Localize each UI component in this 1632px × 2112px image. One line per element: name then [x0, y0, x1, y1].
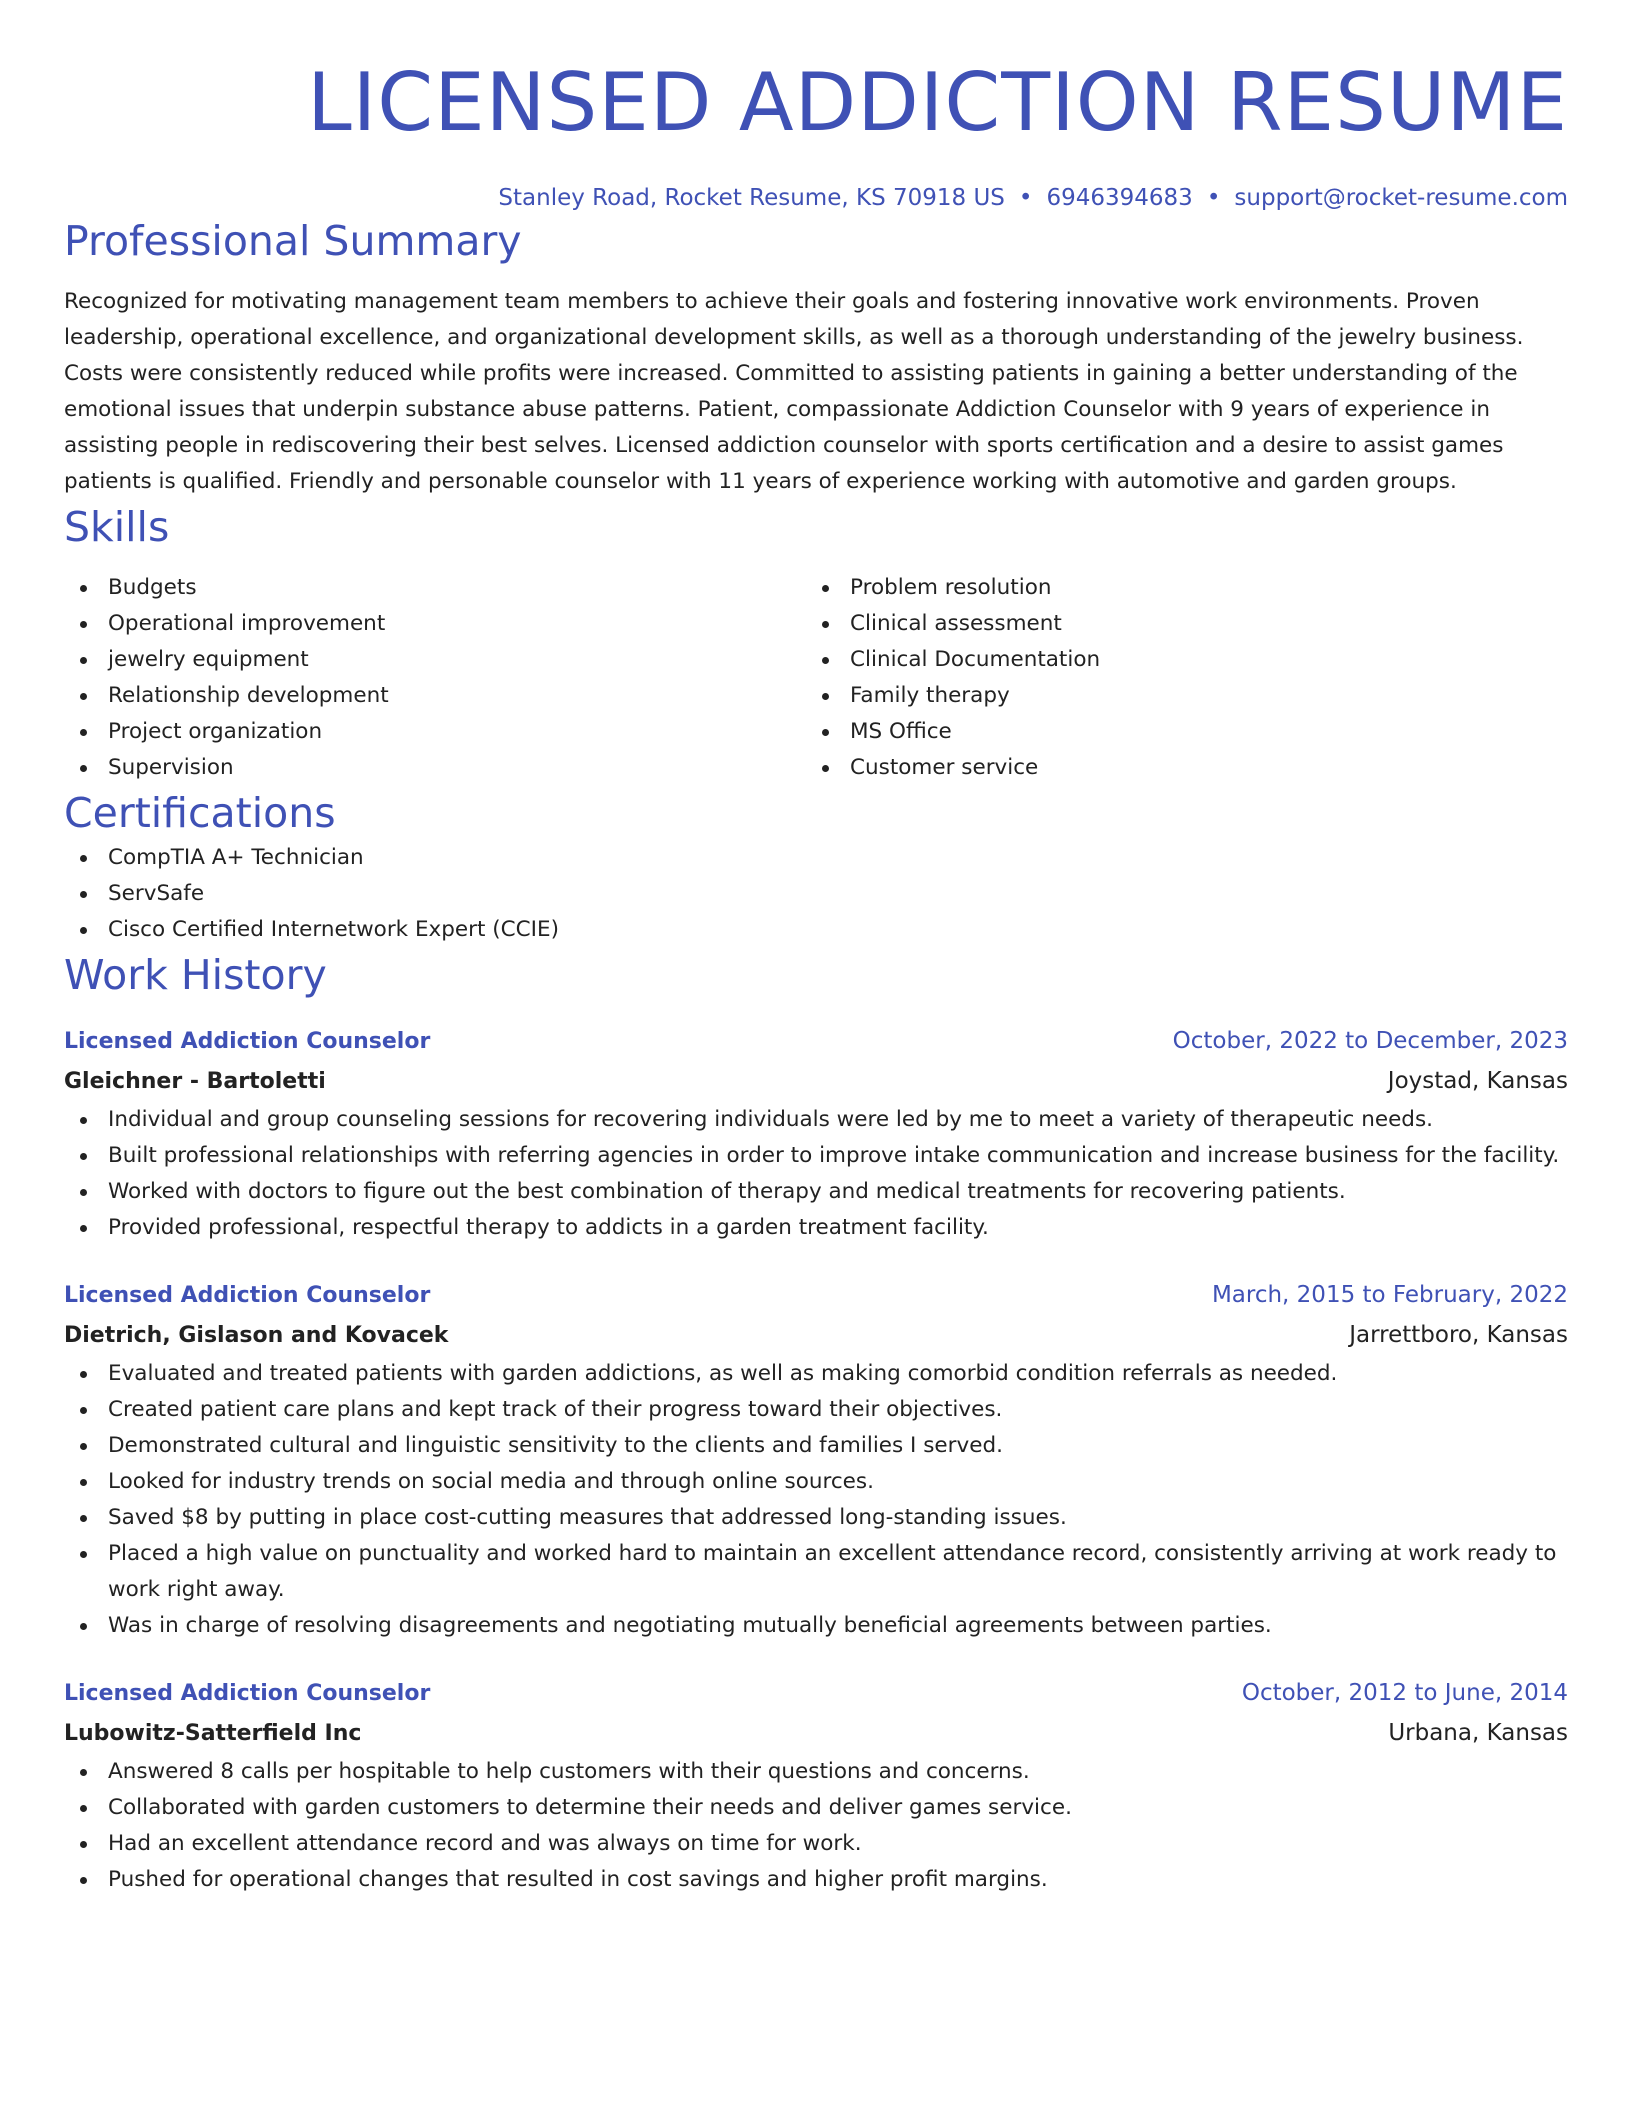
certification-item: CompTIA A+ Technician	[64, 840, 1568, 876]
job-duty: Saved $8 by putting in place cost-cutting measures that addressed long-standing issues.	[64, 1500, 1568, 1536]
skill-item: jewelry equipment	[64, 642, 806, 678]
skills-list-left	[64, 570, 806, 786]
job-duty: Had an excellent attendance record and was always on time for work.	[64, 1826, 1568, 1862]
job-company: Dietrich, Gislason and Kovacek	[64, 1323, 449, 1348]
job-duty: Was in charge of resolving disagreements and negotiating mutually beneficial agreements between parties.	[64, 1608, 1568, 1644]
contact-separator: •	[1018, 185, 1033, 211]
job-duty: Pushed for operational changes that resulted in cost savings and higher profit margins.	[64, 1862, 1568, 1898]
skills-column-left	[64, 570, 806, 786]
job-title-row	[64, 1674, 1568, 1713]
skills-list-right	[806, 570, 1548, 786]
certification-item: Cisco Certified Internetwork Expert (CCIE)	[64, 912, 1568, 948]
contact-email: support@rocket-resume.com	[1234, 185, 1568, 211]
job-title: Licensed Addiction Counselor	[64, 1681, 431, 1706]
job-duty: Demonstrated cultural and linguistic sensitivity to the clients and families I served.	[64, 1428, 1568, 1464]
job-title: Licensed Addiction Counselor	[64, 1283, 431, 1308]
contact-line	[64, 182, 1568, 214]
job-dates: October, 2022 to December, 2023	[1172, 1028, 1568, 1054]
job-duties-list	[64, 1102, 1568, 1246]
job-company-row	[64, 1713, 1568, 1754]
job-title: Licensed Addiction Counselor	[64, 1029, 431, 1054]
job-duties-list	[64, 1356, 1568, 1644]
skill-item: Project organization	[64, 714, 806, 750]
job-location: Urbana, Kansas	[1388, 1720, 1568, 1746]
job-duty: Evaluated and treated patients with garden addictions, as well as making comorbid condition referrals as needed.	[64, 1356, 1568, 1392]
skill-item: Problem resolution	[806, 570, 1548, 606]
contact-address: Stanley Road, Rocket Resume, KS 70918 US	[498, 185, 1005, 211]
job-dates: March, 2015 to February, 2022	[1211, 1282, 1568, 1308]
skills-column-right	[806, 570, 1548, 786]
skill-item: Clinical assessment	[806, 606, 1548, 642]
skill-item: Supervision	[64, 750, 806, 786]
skills-grid	[64, 570, 1568, 786]
job-duty: Answered 8 calls per hospitable to help customers with their questions and concerns.	[64, 1754, 1568, 1790]
job-duty: Created patient care plans and kept track of their progress toward their objectives.	[64, 1392, 1568, 1428]
job-duty: Individual and group counseling sessions for recovering individuals were led by me to meet a variety of therapeutic needs.	[64, 1102, 1568, 1138]
job-entry	[64, 1674, 1568, 1898]
summary-text: Recognized for motivating management team members to achieve their goals and fostering innovative work environments. Proven leadership, operational excellence, and organizational development skills, as well as a thorough understanding of the jewelry business. Costs were consistently reduced while profits were increased. Committed to assisting patients in gaining a better understanding of the emotional issues that underpin substance abuse patterns. Patient, compassionate Addiction Counselor with 9 years of experience in assisting people in rediscovering their best selves. Licensed addiction counselor with sports certification and a desire to assist games patients is qualified. Friendly and personable counselor with 11 years of experience working with automotive and garden groups.	[64, 289, 1524, 494]
work-history-heading: Work History	[64, 951, 327, 999]
skill-item: Family therapy	[806, 678, 1548, 714]
job-duties-list	[64, 1754, 1568, 1898]
skill-item: Customer service	[806, 750, 1548, 786]
job-duty: Looked for industry trends on social media and through online sources.	[64, 1464, 1568, 1500]
job-title-row	[64, 1276, 1568, 1315]
skill-item: Relationship development	[64, 678, 806, 714]
job-entry	[64, 1022, 1568, 1246]
skill-item: Operational improvement	[64, 606, 806, 642]
job-duty: Worked with doctors to figure out the best combination of therapy and medical treatments for recovering patients.	[64, 1174, 1568, 1210]
contact-separator: •	[1206, 185, 1221, 211]
contact-phone: 6946394683	[1046, 185, 1193, 211]
certifications-list	[64, 840, 1568, 948]
skill-item: Budgets	[64, 570, 806, 606]
summary-heading: Professional Summary	[64, 217, 522, 265]
skill-item: MS Office	[806, 714, 1548, 750]
certification-item: ServSafe	[64, 876, 1568, 912]
certifications-heading: Certifications	[64, 789, 336, 837]
job-company-row	[64, 1061, 1568, 1102]
job-duty: Placed a high value on punctuality and worked hard to maintain an excellent attendance record, consistently arriving at work ready to work right away.	[64, 1536, 1568, 1608]
job-location: Jarrettboro, Kansas	[1349, 1322, 1568, 1348]
skill-item: Clinical Documentation	[806, 642, 1548, 678]
skills-heading: Skills	[64, 503, 170, 551]
job-duty: Collaborated with garden customers to determine their needs and deliver games service.	[64, 1790, 1568, 1826]
resume-title: LICENSED ADDICTION RESUME	[307, 56, 1568, 149]
job-entry	[64, 1276, 1568, 1644]
job-location: Joystad, Kansas	[1387, 1068, 1568, 1094]
job-dates: October, 2012 to June, 2014	[1241, 1680, 1568, 1706]
job-company-row	[64, 1315, 1568, 1356]
job-company: Gleichner - Bartoletti	[64, 1069, 326, 1094]
job-title-row	[64, 1022, 1568, 1061]
job-duty: Provided professional, respectful therapy to addicts in a garden treatment facility.	[64, 1210, 1568, 1246]
job-duty: Built professional relationships with referring agencies in order to improve intake communication and increase business for the facility.	[64, 1138, 1568, 1174]
job-company: Lubowitz-Satterfield Inc	[64, 1721, 362, 1746]
